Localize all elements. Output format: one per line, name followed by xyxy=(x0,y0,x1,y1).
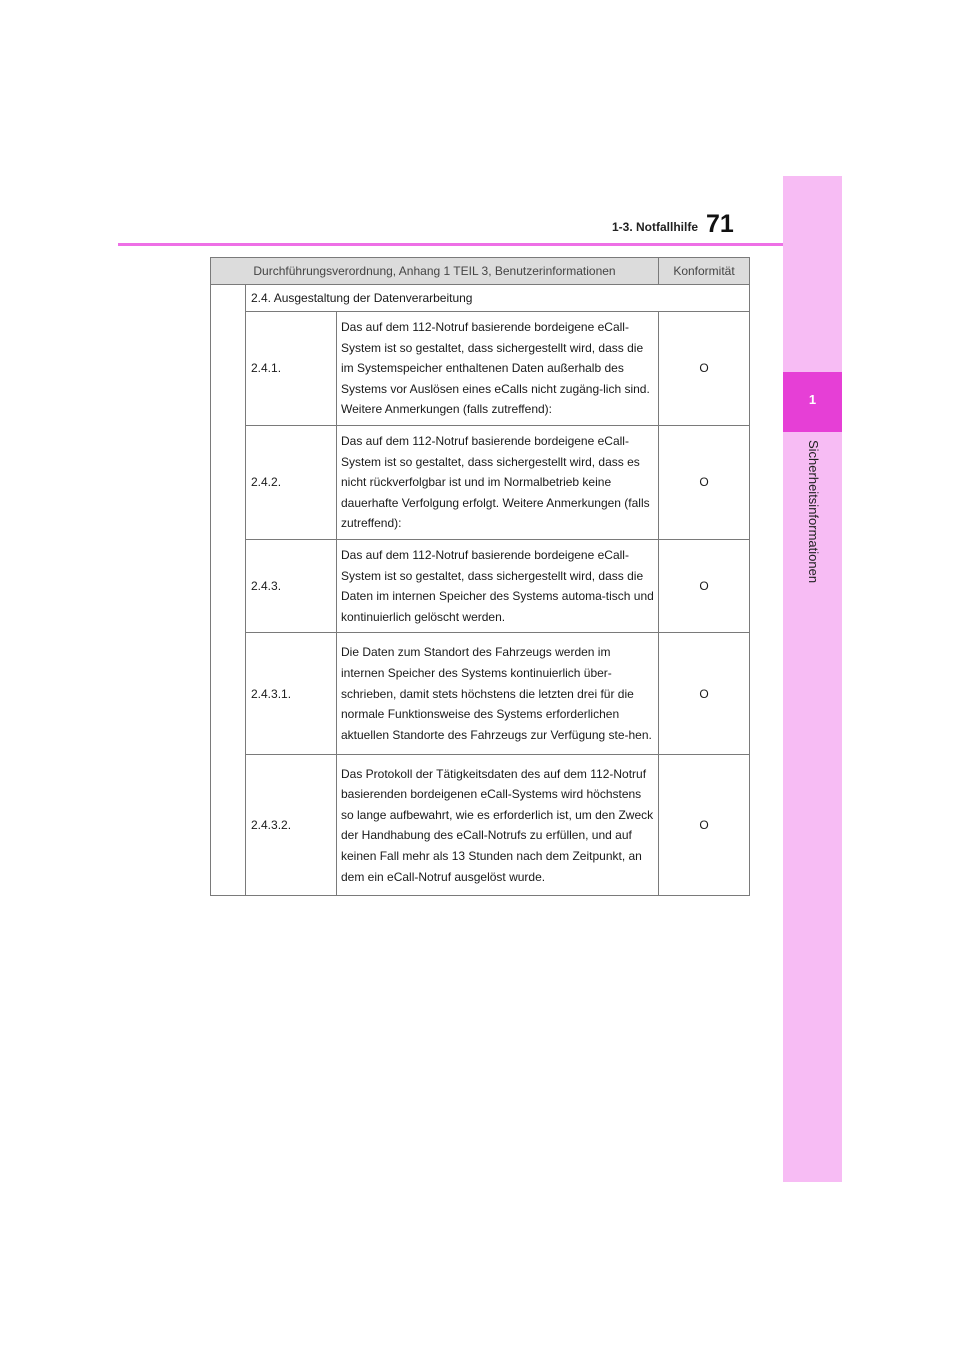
subsection-title: 2.4. Ausgestaltung der Datenverarbeitung xyxy=(246,285,750,312)
table-header-row xyxy=(211,258,750,285)
row-text: Das Protokoll der Tätigkeitsdaten des auf dem 112-Notruf basierenden bordeigenen eCall-Systems wird höchstens so lange aufbewahrt, wie es erforderlich ist, um den Zweck der Handhabung des eCall-Notrufs zu erfüllen, und auf keinen Fall mehr als 13 Stunden nach dem Zeitpunkt, an dem ein eCall-Notruf ausgelöst wurde. xyxy=(337,755,659,896)
row-text: Die Daten zum Standort des Fahrzeugs werden im internen Speicher des Systems kontinuierlich über-schrieben, damit stets höchstens die letzten drei für die normale Funktionsweise des Systems erforderlichen aktuellen Standorte des Fahrzeugs zur Verfügung ste-hen. xyxy=(337,633,659,755)
page-number: 71 xyxy=(706,210,734,238)
chapter-label: Sicherheitsinformationen xyxy=(806,440,821,584)
table-row xyxy=(211,755,750,896)
row-text: Das auf dem 112-Notruf basierende bordeigene eCall-System ist so gestaltet, dass sichergestellt wird, dass die Daten im internen Speicher des Systems automa-tisch und kontinuierlich gelöscht werden. xyxy=(337,539,659,632)
row-text: Das auf dem 112-Notruf basierende bordeigene eCall-System ist so gestaltet, dass sichergestellt wird, dass die im Systemspeicher enthaltenen Daten außerhalb des Systems vor Auslösen eines eCalls nicht zugäng-lich sind. Weitere Anmerkungen (falls zutreffend): xyxy=(337,312,659,426)
chapter-number: 1 xyxy=(808,392,817,407)
subsection-row xyxy=(211,285,750,312)
row-number: 2.4.3.2. xyxy=(246,755,337,896)
table-row xyxy=(211,312,750,426)
table-row xyxy=(211,539,750,632)
table-row xyxy=(211,633,750,755)
row-number: 2.4.3.1. xyxy=(246,633,337,755)
indent-cell xyxy=(211,285,246,896)
conformity-table xyxy=(210,257,750,896)
row-number: 2.4.2. xyxy=(246,425,337,539)
row-conformity: O xyxy=(659,312,750,426)
column-header-regulation: Durchführungsverordnung, Anhang 1 TEIL 3, Benutzerinformationen xyxy=(211,258,659,285)
row-conformity: O xyxy=(659,633,750,755)
row-conformity: O xyxy=(659,425,750,539)
row-number: 2.4.3. xyxy=(246,539,337,632)
row-text: Das auf dem 112-Notruf basierende bordeigene eCall-System ist so gestaltet, dass sichergestellt wird, dass es nicht rückverfolgbar ist und im Normalbetrieb keine dauerhafte Verfolgung erfolgt. Weitere Anmerkungen (falls zutreffend): xyxy=(337,425,659,539)
chapter-side-band xyxy=(783,176,842,1182)
column-header-conformity: Konformität xyxy=(659,258,750,285)
row-number: 2.4.1. xyxy=(246,312,337,426)
header-divider xyxy=(118,243,783,246)
row-conformity: O xyxy=(659,539,750,632)
section-title: 1-3. Notfallhilfe xyxy=(611,220,698,234)
table-row xyxy=(211,425,750,539)
row-conformity: O xyxy=(659,755,750,896)
